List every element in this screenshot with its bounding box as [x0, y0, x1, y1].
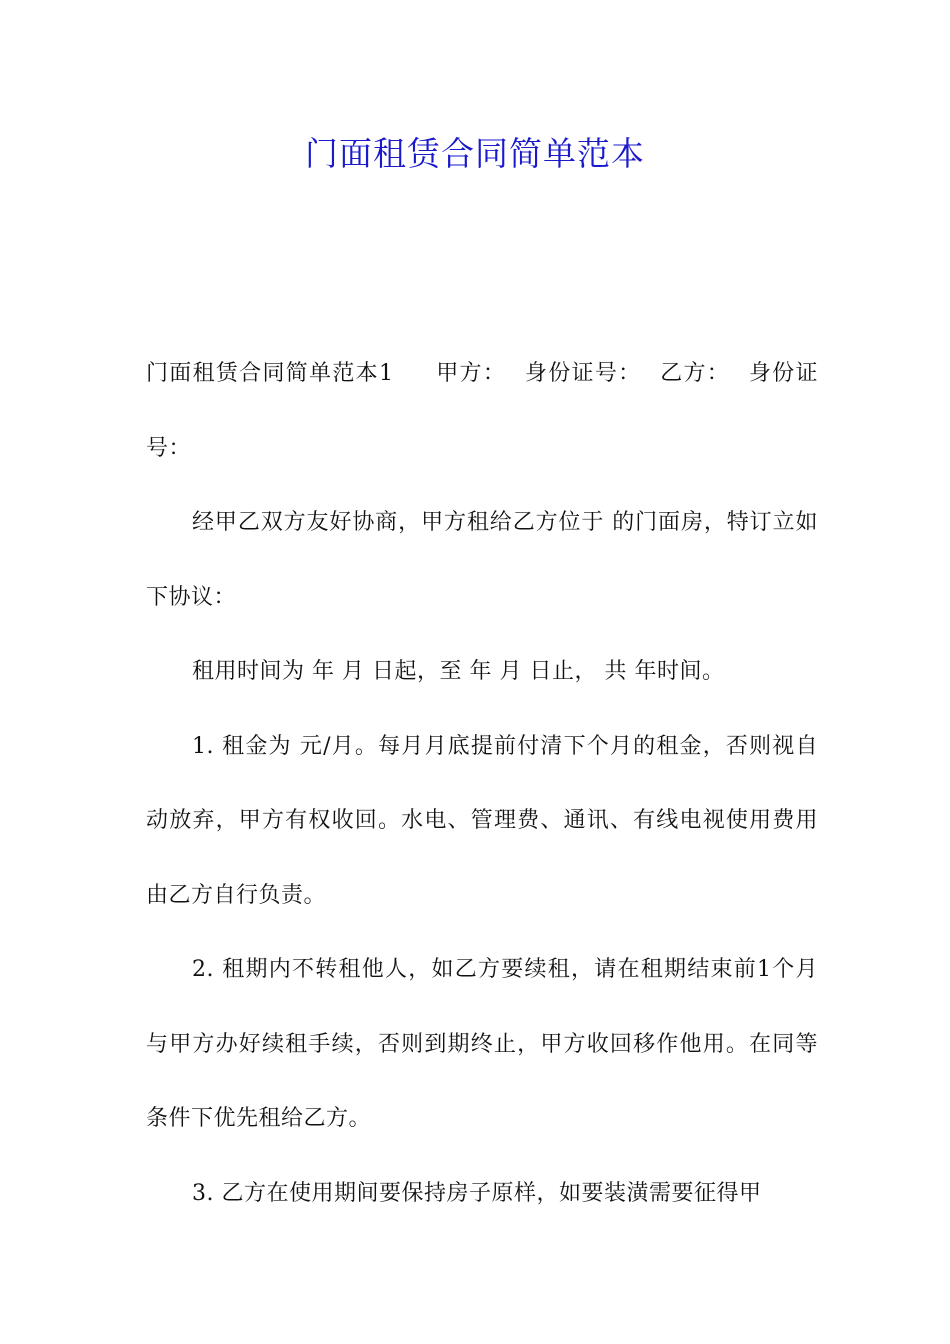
party-b-id-label: 身份证号：	[146, 361, 818, 461]
document-body	[146, 337, 818, 1231]
party-a-id-label: 身份证号：	[524, 361, 642, 386]
paragraph-term: 租用时间为 年 月 日起，至 年 月 日止， 共 年时间。	[192, 659, 725, 684]
paragraph-clause-3: 3. 乙方在使用期间要保持房子原样，如要装潢需要征得甲	[192, 1180, 762, 1206]
contract-label: 门面租赁合同简单范本1	[146, 361, 394, 386]
paragraph-clause-1: 1. 租金为 元/月。每月月底提前付清下个月的租金，否则视自动放弃，甲方有权收回。水电、管理费、通讯、有线电视使用费用由乙方自行负责。	[146, 733, 818, 908]
party-b-label: 乙方：	[659, 361, 731, 386]
party-a-label: 甲方：	[435, 361, 507, 386]
header-line	[146, 337, 818, 486]
paragraph-agreement: 经甲乙双方友好协商，甲方租给乙方位于 的门面房，特订立如下协议：	[146, 510, 818, 610]
document-title: 门面租赁合同简单范本	[305, 134, 645, 173]
paragraph-clause-2: 2. 租期内不转租他人，如乙方要续租，请在租期结束前1个月与甲方办好续租手续，否则到期终止，甲方收回移作他用。在同等条件下优先租给乙方。	[146, 957, 818, 1131]
